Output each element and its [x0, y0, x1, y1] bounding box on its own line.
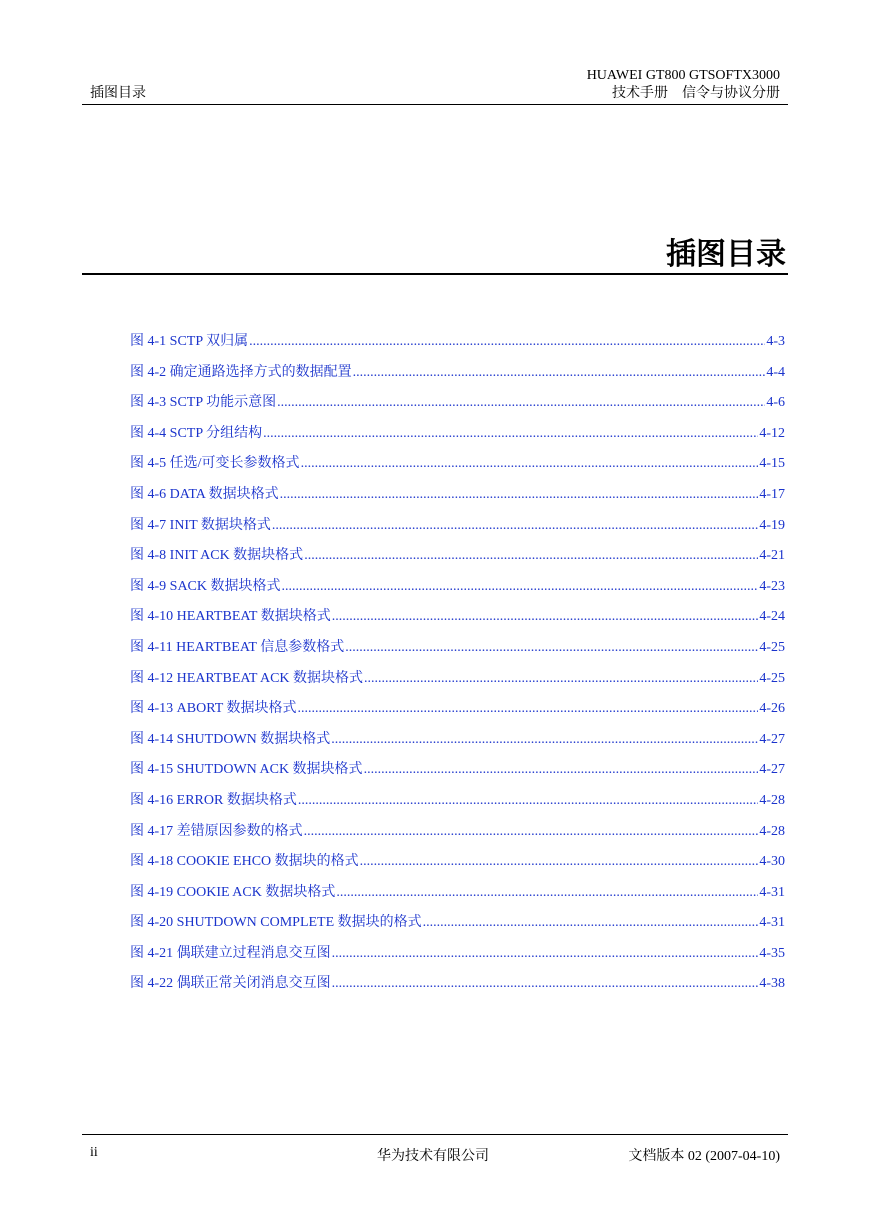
toc-entry[interactable]: [130, 361, 785, 392]
toc-leader-dots: [423, 915, 759, 931]
header-product-name: HUAWEI GT800 GTSOFTX3000: [586, 68, 780, 83]
toc-leader-dots: [304, 824, 759, 840]
toc-entry-page: 4-28: [759, 792, 785, 808]
toc-leader-dots: [332, 609, 759, 625]
toc-leader-dots: [282, 579, 759, 595]
toc-entry-label: 图 4-19 COOKIE ACK 数据块格式: [130, 884, 336, 900]
toc-entry-page: 4-26: [759, 701, 785, 717]
toc-leader-dots: [336, 885, 758, 901]
toc-entry[interactable]: [130, 820, 785, 851]
toc-entry-label: 图 4-7 INIT 数据块格式: [130, 517, 271, 533]
toc-leader-dots: [332, 946, 759, 962]
toc-leader-dots: [263, 426, 758, 442]
toc-entry-page: 4-27: [759, 731, 785, 747]
toc-entry-label: 图 4-12 HEARTBEAT ACK 数据块格式: [130, 670, 364, 686]
toc-entry-page: 4-21: [759, 548, 785, 564]
toc-entry[interactable]: [130, 667, 785, 698]
toc-entry[interactable]: [130, 942, 785, 973]
toc-entry-page: 4-19: [759, 517, 785, 533]
toc-entry[interactable]: [130, 391, 785, 422]
toc-entry-page: 4-25: [759, 670, 785, 686]
toc-entry[interactable]: [130, 758, 785, 789]
figure-list: [130, 330, 785, 1003]
header-manual-name: 技术手册 信令与协议分册: [612, 86, 780, 101]
toc-entry[interactable]: [130, 728, 785, 759]
toc-entry-page: 4-15: [759, 456, 785, 472]
toc-leader-dots: [331, 732, 758, 748]
page-footer: [82, 1134, 788, 1175]
toc-entry-page: 4-30: [759, 854, 785, 870]
toc-entry-label: 图 4-10 HEARTBEAT 数据块格式: [130, 609, 331, 625]
toc-entry-page: 4-4: [766, 364, 785, 380]
toc-entry-page: 4-31: [759, 915, 785, 931]
toc-entry[interactable]: [130, 514, 785, 545]
toc-leader-dots: [298, 701, 759, 717]
toc-entry-label: 图 4-22 偶联正常关闭消息交互图: [130, 976, 331, 992]
toc-entry-label: 图 4-17 差错原因参数的格式: [130, 823, 303, 839]
toc-leader-dots: [304, 548, 758, 564]
toc-entry-label: 图 4-11 HEARTBEAT 信息参数格式: [130, 639, 345, 655]
toc-entry[interactable]: [130, 422, 785, 453]
toc-entry-page: 4-23: [759, 578, 785, 594]
toc-leader-dots: [298, 793, 758, 809]
toc-entry-page: 4-38: [759, 976, 785, 992]
toc-entry-label: 图 4-21 偶联建立过程消息交互图: [130, 945, 331, 961]
toc-entry[interactable]: [130, 605, 785, 636]
toc-entry-label: 图 4-20 SHUTDOWN COMPLETE 数据块的格式: [130, 915, 422, 931]
toc-entry-page: 4-17: [759, 486, 785, 502]
toc-entry-page: 4-12: [759, 425, 785, 441]
toc-leader-dots: [364, 762, 759, 778]
toc-entry-label: 图 4-16 ERROR 数据块格式: [130, 792, 297, 808]
page-title: 插图目录: [666, 237, 786, 272]
footer-page-number: ii: [90, 1145, 98, 1160]
toc-entry-label: 图 4-5 任选/可变长参数格式: [130, 456, 300, 472]
toc-entry-label: 图 4-14 SHUTDOWN 数据块格式: [130, 731, 331, 747]
toc-entry[interactable]: [130, 789, 785, 820]
toc-entry-label: 图 4-15 SHUTDOWN ACK 数据块格式: [130, 762, 363, 778]
toc-leader-dots: [360, 854, 759, 870]
toc-leader-dots: [345, 640, 758, 656]
toc-leader-dots: [301, 456, 759, 472]
toc-entry-label: 图 4-6 DATA 数据块格式: [130, 486, 279, 502]
toc-entry[interactable]: [130, 972, 785, 1003]
toc-entry-page: 4-27: [759, 762, 785, 778]
toc-entry[interactable]: [130, 636, 785, 667]
toc-entry-page: 4-28: [759, 823, 785, 839]
toc-entry-label: 图 4-8 INIT ACK 数据块格式: [130, 548, 304, 564]
toc-entry-page: 4-3: [766, 334, 785, 349]
toc-entry-page: 4-24: [759, 609, 785, 625]
toc-entry[interactable]: [130, 330, 785, 361]
toc-entry-label: 图 4-1 SCTP 双归属: [130, 334, 249, 349]
footer-company: 华为技术有限公司: [377, 1149, 489, 1164]
title-block: [82, 225, 788, 275]
page-header: [82, 64, 788, 105]
toc-entry-label: 图 4-2 确定通路选择方式的数据配置: [130, 364, 352, 380]
toc-entry-label: 图 4-9 SACK 数据块格式: [130, 578, 281, 594]
toc-leader-dots: [364, 671, 758, 687]
header-section-title: 插图目录: [90, 86, 146, 101]
toc-leader-dots: [280, 487, 759, 503]
toc-entry-label: 图 4-18 COOKIE EHCO 数据块的格式: [130, 854, 359, 870]
toc-entry[interactable]: [130, 697, 785, 728]
toc-entry-label: 图 4-13 ABORT 数据块格式: [130, 701, 297, 717]
toc-leader-dots: [249, 334, 765, 350]
toc-entry-page: 4-35: [759, 945, 785, 961]
toc-leader-dots: [272, 518, 758, 534]
toc-entry[interactable]: [130, 452, 785, 483]
footer-version: 文档版本 02 (2007-04-10): [628, 1149, 780, 1164]
toc-entry[interactable]: [130, 544, 785, 575]
toc-leader-dots: [353, 365, 766, 381]
toc-entry-page: 4-6: [766, 395, 785, 411]
toc-entry-page: 4-25: [759, 639, 785, 655]
toc-leader-dots: [277, 395, 765, 411]
toc-entry-page: 4-31: [759, 884, 785, 900]
toc-entry-label: 图 4-3 SCTP 功能示意图: [130, 395, 277, 411]
toc-entry[interactable]: [130, 911, 785, 942]
toc-entry[interactable]: [130, 575, 785, 606]
toc-entry[interactable]: [130, 881, 785, 912]
toc-entry[interactable]: [130, 483, 785, 514]
toc-entry-label: 图 4-4 SCTP 分组结构: [130, 425, 263, 441]
toc-leader-dots: [332, 976, 759, 992]
toc-entry[interactable]: [130, 850, 785, 881]
